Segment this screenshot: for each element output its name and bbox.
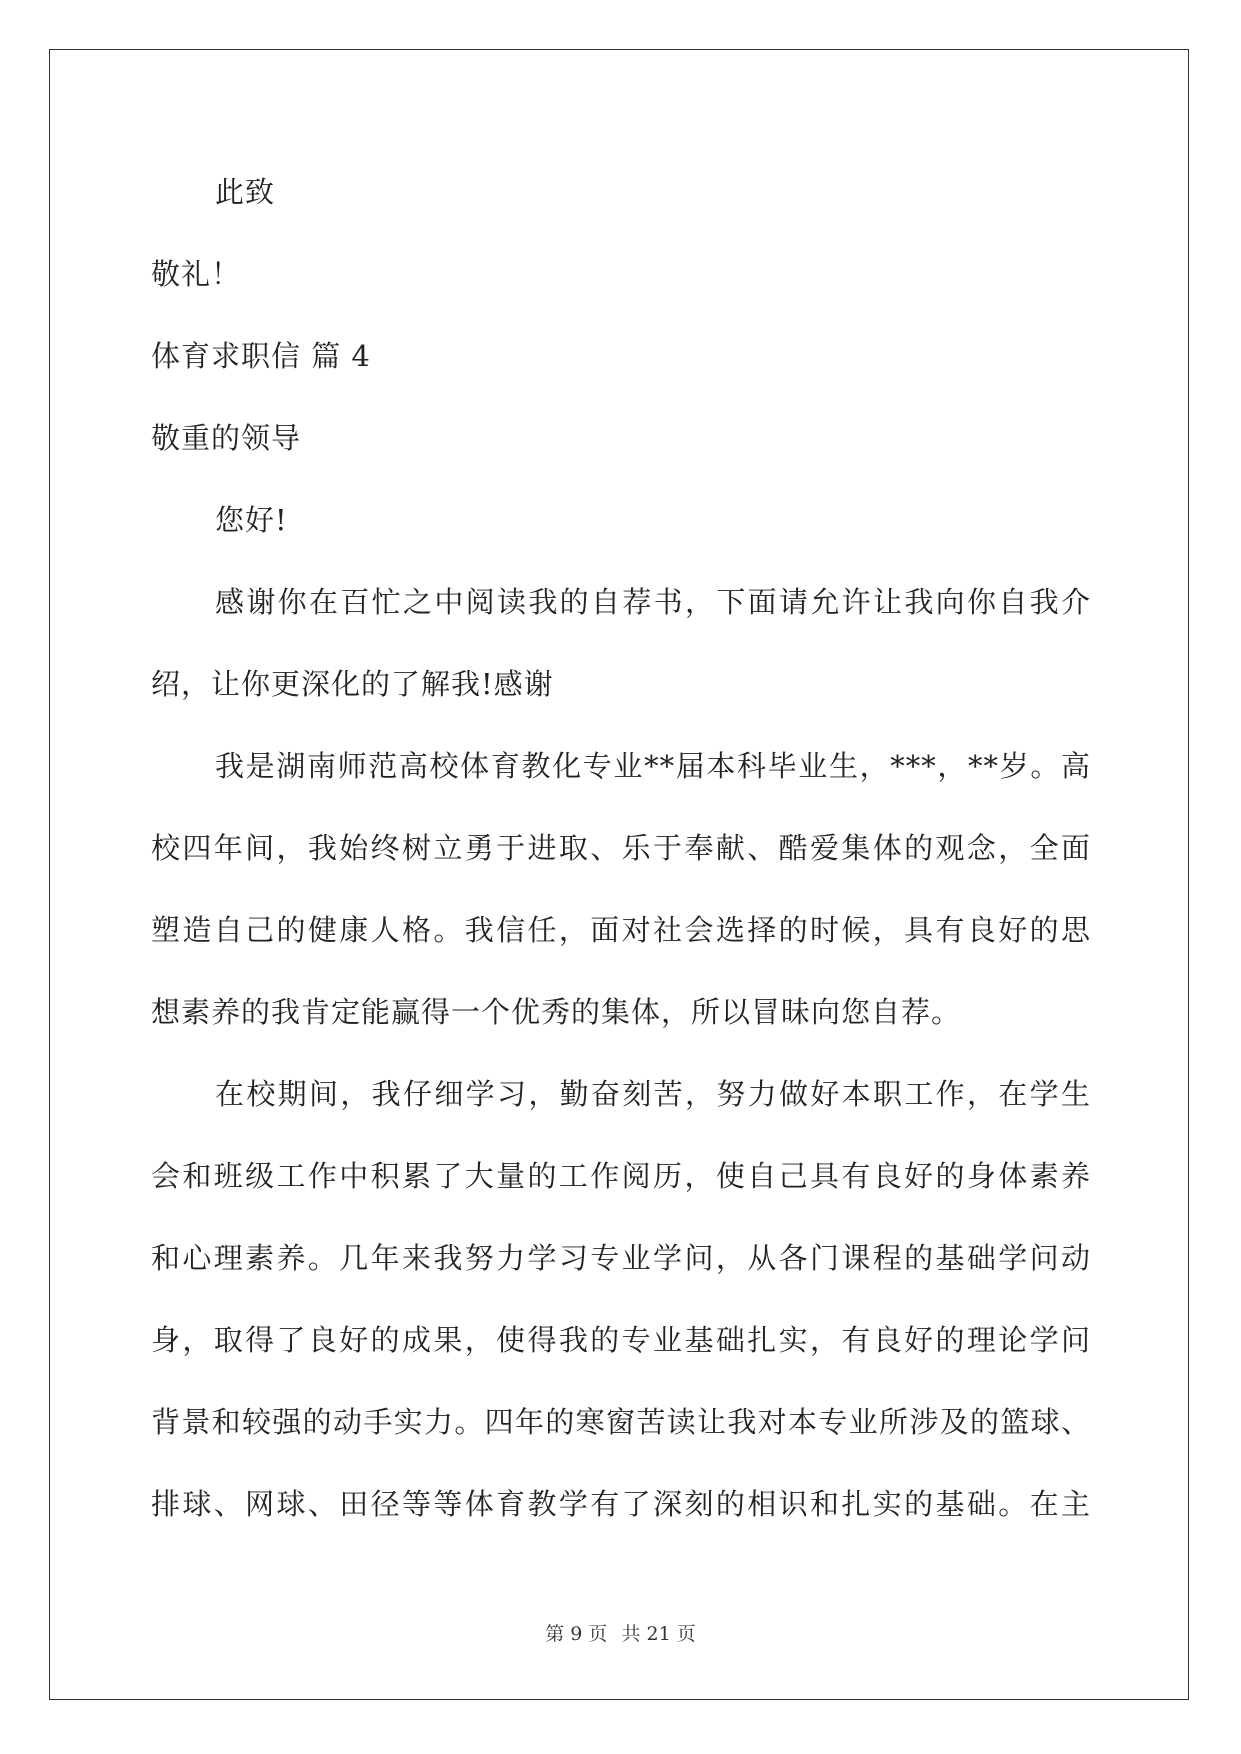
paragraph-line: 和心理素养。几年来我努力学习专业学问，从各门课程的基础学问动 (151, 1241, 1091, 1275)
paragraph-line: 感谢你在百忙之中阅读我的自荐书，下面请允许让我向你自我介 (215, 585, 1091, 619)
paragraph-line: 背景和较强的动手实力。四年的寒窗苦读让我对本专业所涉及的篮球、 (151, 1405, 1091, 1439)
paragraph-line: 我是湖南师范高校体育教化专业**届本科毕业生，***，**岁。高 (215, 749, 1091, 783)
page-number: 第 9 页 (545, 1623, 608, 1645)
paragraph-line: 会和班级工作中积累了大量的工作阅历，使自己具有良好的身体素养 (151, 1159, 1091, 1193)
paragraph-line: 想素养的我肯定能赢得一个优秀的集体，所以冒昧向您自荐。 (151, 995, 962, 1029)
paragraph-line: 排球、网球、田径等等体育教学有了深刻的相识和扎实的基础。在主 (151, 1487, 1091, 1521)
addressee-line: 敬重的领导 (151, 421, 302, 455)
paragraph-line: 绍，让你更深化的了解我!感谢 (151, 667, 554, 701)
section-heading: 体育求职信 篇 4 (151, 339, 371, 373)
document-body (151, 165, 1091, 1559)
closing-line: 此致 (215, 175, 276, 209)
salutation-line: 敬礼！ (151, 257, 242, 291)
paragraph-line: 身，取得了良好的成果，使得我的专业基础扎实，有良好的理论学问 (151, 1323, 1091, 1357)
page-total: 共 21 页 (621, 1623, 696, 1645)
paragraph-line: 校四年间，我始终树立勇于进取、乐于奉献、酷爱集体的观念，全面 (151, 831, 1091, 865)
paragraph-line: 塑造自己的健康人格。我信任，面对社会选择的时候，具有良好的思 (151, 913, 1091, 947)
page-footer (0, 1619, 1241, 1646)
paragraph-line: 在校期间，我仔细学习，勤奋刻苦，努力做好本职工作，在学生 (215, 1077, 1091, 1111)
greeting-line: 您好! (215, 503, 288, 537)
